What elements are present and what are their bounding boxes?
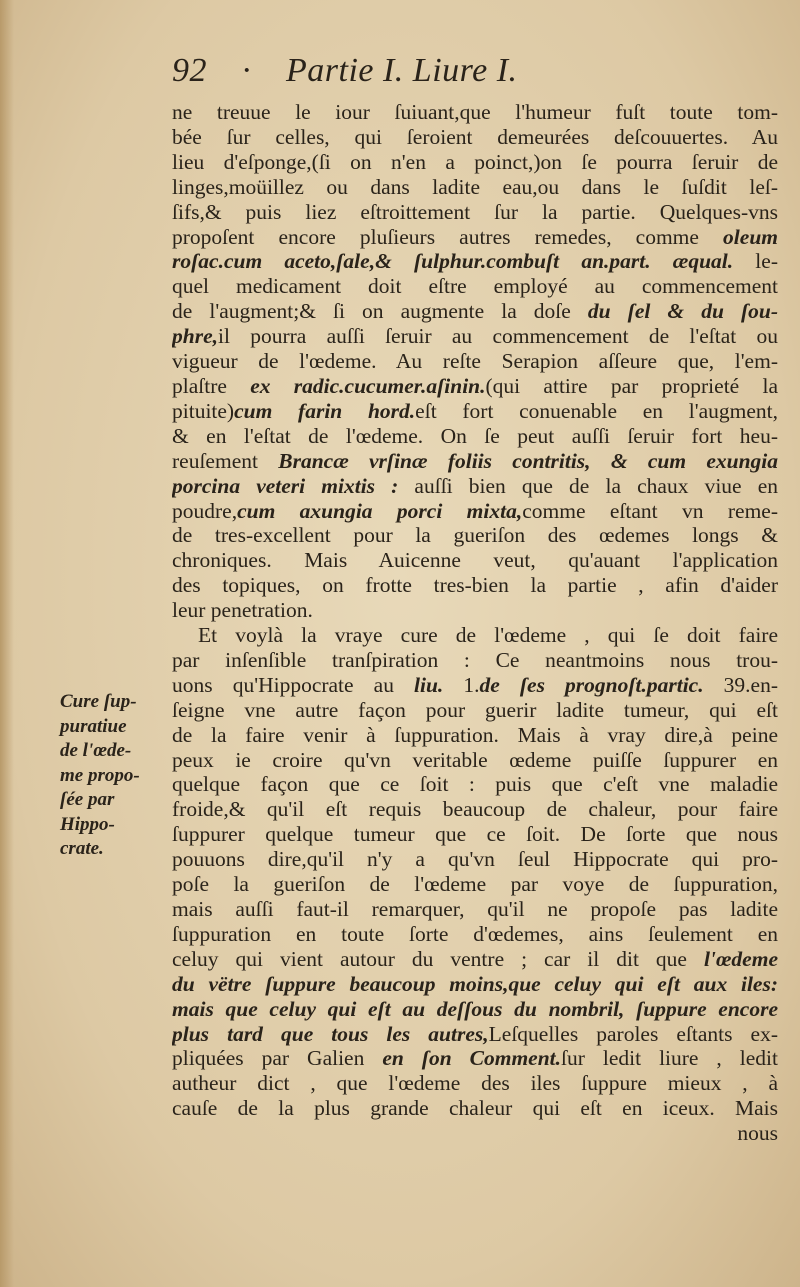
margin-note-line: Hippo- <box>60 813 115 835</box>
text-run: eſt fort conuenable en l'augment, <box>415 398 778 423</box>
text-line <box>172 150 778 175</box>
header-separator: · <box>242 52 251 89</box>
text-run: ſur ledit liure , ledit <box>561 1046 778 1071</box>
text-line <box>172 200 778 225</box>
text-run: pouuons dire,qu'il n'y a qu'vn ſeul Hippocrate qui pro- <box>172 847 778 872</box>
text-line <box>172 847 778 872</box>
text-line <box>172 523 778 548</box>
italic-run: du ſel & du ſou- <box>587 299 778 324</box>
text-run: 39.en- <box>703 672 778 697</box>
text-run: des topiques, on frotte tres-bien la partie , afin d'aider <box>172 573 778 598</box>
text-run: ſeigne vne autre façon pour guerir ladite tumeur, qui eſt <box>172 697 778 722</box>
catchword: nous <box>737 1121 778 1146</box>
italic-run: de ſes prognoſt.partic. <box>479 672 704 697</box>
text-line <box>172 1071 778 1096</box>
text-run: quel medicament doit eſtre employé au commencement <box>172 274 778 299</box>
text-run: le- <box>733 249 778 274</box>
italic-run: Brancæ vrſinæ foliis contritis, & cum exungia <box>278 448 778 473</box>
text-line <box>172 474 778 499</box>
margin-note <box>60 690 160 862</box>
italic-run: cum farin hord. <box>234 398 416 423</box>
text-run: uons qu'Hippocrate au <box>172 672 415 697</box>
text-line <box>172 449 778 474</box>
text-line <box>172 673 778 698</box>
text-line <box>172 399 778 424</box>
paragraph-2 <box>172 623 778 1121</box>
text-run: quelque façon que ce ſoit : puis que c'eſt vne maladie <box>172 772 778 797</box>
text-line <box>172 772 778 797</box>
text-run: il pourra auſſi ſeruir au commencement de l'eſtat ou <box>218 324 778 349</box>
text-line <box>172 249 778 274</box>
italic-run: phre, <box>172 324 218 349</box>
text-run: bée ſur celles, qui ſeroient demeurées deſcouuertes. Au <box>172 124 778 149</box>
text-line <box>172 324 778 349</box>
italic-run: liu. <box>414 672 444 697</box>
text-line <box>172 573 778 598</box>
text-run: (qui attire par proprieté la <box>485 373 778 398</box>
text-run: lieu d'eſponge,(ſi on n'en a poinct,)on ſe pourra ſeruir de <box>172 149 778 174</box>
text-run: peux ie croire qu'vn veritable œdeme puiſſe ſuppurer en <box>172 747 778 772</box>
text-line <box>172 1046 778 1071</box>
text-run: ne treuue le iour ſuiuant,que l'humeur fuſt toute tom- <box>172 100 778 124</box>
italic-run: plus tard que tous les autres, <box>172 1021 489 1046</box>
text-run: ſuppuration en toute ſorte d'œdemes, ains ſeulement en <box>172 921 778 946</box>
text-line <box>172 623 778 648</box>
text-run: de tres-excellent pour la gueriſon des œdemes longs & <box>172 523 778 548</box>
italic-run: en ſon Comment. <box>382 1046 562 1071</box>
text-run: comme eſtant vn reme- <box>522 498 778 523</box>
text-run: poſe la gueriſon de l'œdeme par voye de ſuppuration, <box>172 872 778 897</box>
text-line <box>172 872 778 897</box>
text-line <box>172 598 778 623</box>
text-run: propoſent encore pluſieurs autres remedes, comme <box>172 224 724 249</box>
body-text <box>172 100 778 1146</box>
text-run: auſſi bien que de la chaux viue en <box>398 473 778 498</box>
text-run: ſifs,& puis liez eſtroittement ſur la partie. Quelques-vns <box>172 199 778 224</box>
margin-note-line: me propo- <box>60 764 140 786</box>
text-run: linges,moüillez ou dans ladite eau,ou dans le ſuſdit leſ- <box>172 174 778 199</box>
margin-note-line: de l'œde- <box>60 740 132 761</box>
text-run: celuy qui vient autour du ventre ; car il dit que <box>172 946 704 971</box>
italic-run: du vëtre ſuppure beaucoup moins,que celuy qui eſt aux iles: <box>172 971 778 996</box>
page-edge-shadow <box>0 0 14 1287</box>
text-line <box>172 947 778 972</box>
text-run: & en l'eſtat de l'œdeme. On ſe peut auſſi ſeruir fort heu- <box>172 423 778 448</box>
italic-run: roſac.cum aceto,ſale,& ſulphur.combuſt an.part. æqual. <box>172 249 734 274</box>
text-run: Et voylà la vraye cure de l'œdeme , qui ſe doit faire <box>198 623 778 648</box>
text-line <box>172 997 778 1022</box>
margin-note-line: crate. <box>60 838 104 859</box>
text-line <box>172 698 778 723</box>
text-line <box>172 299 778 324</box>
text-run: pituite) <box>172 398 235 423</box>
italic-run: cum axungia porci mixta, <box>237 498 523 523</box>
italic-run: oleum <box>723 224 778 249</box>
text-line <box>172 225 778 250</box>
text-line <box>172 972 778 997</box>
text-line <box>172 499 778 524</box>
text-line <box>172 748 778 773</box>
text-run: de l'augment;& ſi on augmente la doſe <box>172 299 588 324</box>
text-run: par inſenſible tranſpiration : Ce neantmoins nous trou- <box>172 647 778 672</box>
text-run: reuſement <box>172 448 279 473</box>
text-line <box>172 822 778 847</box>
text-line <box>172 723 778 748</box>
margin-note-line: Cure ſup- <box>60 691 137 712</box>
text-run: froide,& qu'il eſt requis beaucoup de chaleur, pour faire <box>172 797 778 822</box>
paragraph-1 <box>172 100 778 623</box>
text-line <box>172 100 778 125</box>
text-line <box>172 274 778 299</box>
text-run: poudre, <box>172 498 238 523</box>
italic-run: l'œdeme <box>703 946 778 971</box>
text-run: mais auſſi faut-il remarquer, qu'il ne propoſe pas ladite <box>172 897 778 921</box>
text-run: 1. <box>443 672 480 697</box>
text-run: cauſe de la plus grande chaleur qui eſt en iceux. Mais <box>172 1096 778 1121</box>
text-line <box>172 1096 778 1121</box>
margin-note-line: puratiue <box>60 715 127 737</box>
italic-run: ex radic.cucumer.aſinin. <box>250 373 486 398</box>
italic-run: porcina veteri mixtis : <box>172 473 399 498</box>
text-line <box>172 922 778 947</box>
text-run: pliquées par Galien <box>172 1046 383 1071</box>
text-run: chroniques. Mais Auicenne veut, qu'auant l'application <box>172 548 778 573</box>
text-line <box>172 125 778 150</box>
page-number: 92 <box>172 52 207 89</box>
text-run: vigueur de l'œdeme. Au reſte Serapion aſſeure que, l'em- <box>172 349 778 374</box>
text-line <box>172 648 778 673</box>
text-line <box>172 548 778 573</box>
text-run: ſuppurer quelque tumeur que ce ſoit. De ſorte que nous <box>172 822 778 847</box>
running-header <box>172 52 772 90</box>
text-run: plaſtre <box>172 373 251 398</box>
margin-note-line: ſée par <box>60 789 115 810</box>
text-run: autheur dict , que l'œdeme des iles ſuppure mieux , à <box>172 1071 778 1096</box>
text-line <box>172 897 778 922</box>
text-line <box>172 1022 778 1047</box>
text-run: leur penetration. <box>172 598 313 623</box>
text-line <box>172 175 778 200</box>
text-line <box>172 349 778 374</box>
italic-run: mais que celuy qui eſt au deſſous du nombril, ſuppure encore <box>172 996 778 1021</box>
text-line <box>172 424 778 449</box>
running-title: Partie I. Liure I. <box>286 52 518 89</box>
text-line <box>172 374 778 399</box>
text-line <box>172 797 778 822</box>
text-run: Leſquelles paroles eſtants ex- <box>488 1021 778 1046</box>
text-run: de la faire venir à ſuppuration. Mais à vray dire,à peine <box>172 722 778 747</box>
